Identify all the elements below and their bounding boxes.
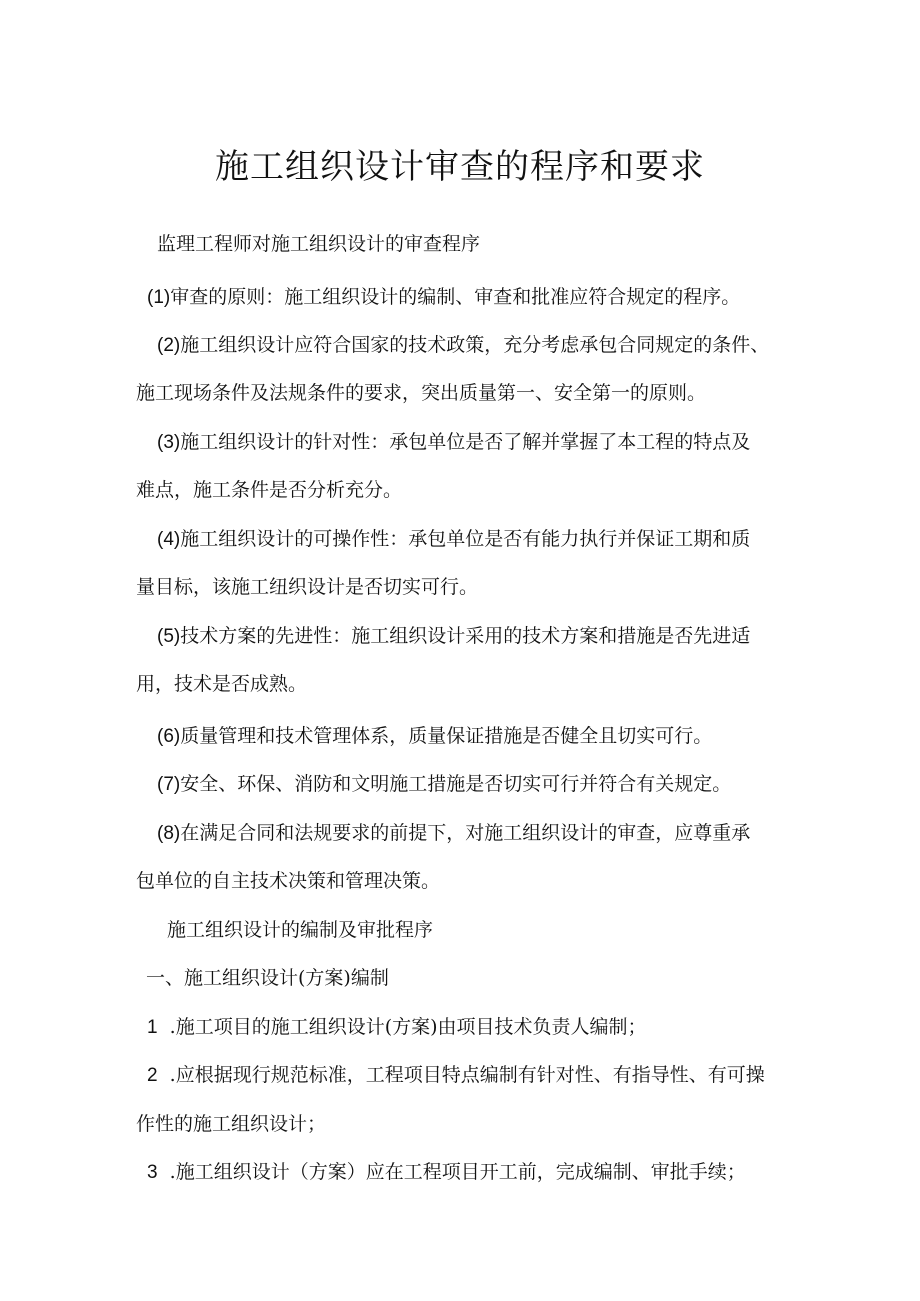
item-text-continuation: 施工现场条件及法规条件的要求，突出质量第一、安全第一的原则。 [136, 382, 707, 404]
item-number: (1) [147, 287, 171, 308]
item-number: (3) [157, 432, 181, 453]
list-item [157, 622, 750, 651]
list-item [147, 1158, 746, 1187]
list-item [157, 331, 769, 360]
item-text: 安全、环保、消防和文明施工措施是否切实可行并符合有关规定。 [180, 773, 732, 795]
list-item [157, 722, 712, 751]
list-item [147, 283, 740, 312]
item-text: 技术方案的先进性：施工组织设计采用的技术方案和措施是否先进适 [180, 625, 751, 647]
list-item [157, 428, 750, 457]
list-item [157, 819, 750, 848]
step-text-continuation: 作性的施工组织设计； [136, 1113, 327, 1135]
list-item [147, 1013, 647, 1042]
subsection-heading: 一、施工组织设计(方案)编制 [146, 967, 389, 989]
step-number: 1 [147, 1017, 158, 1038]
item-text: 施工组织设计的可操作性：承包单位是否有能力执行并保证工期和质 [180, 528, 751, 550]
item-text-continuation: 包单位的自主技术决策和管理决策。 [136, 870, 441, 892]
item-text: 在满足合同和法规要求的前提下，对施工组织设计的审查，应尊重承 [180, 822, 751, 844]
item-number: (7) [157, 774, 181, 795]
item-text: 施工组织设计应符合国家的技术政策，充分考虑承包合同规定的条件、 [180, 334, 770, 356]
item-text-continuation: 难点，施工条件是否分析充分。 [136, 479, 403, 501]
item-number: (8) [157, 823, 181, 844]
item-number: (6) [157, 726, 181, 747]
item-text-continuation: 用，技术是否成熟。 [136, 673, 308, 695]
section-heading-review-procedure: 监理工程师对施工组织设计的审查程序 [157, 233, 481, 255]
item-number: (5) [157, 626, 181, 647]
document-title: 施工组织设计审查的程序和要求 [215, 147, 705, 187]
step-text: .施工项目的施工组织设计(方案)由项目技术负责人编制； [169, 1016, 647, 1038]
section-heading-compile-approve: 施工组织设计的编制及审批程序 [167, 919, 434, 941]
step-number: 3 [147, 1162, 158, 1183]
list-item [157, 525, 750, 554]
item-text: 质量管理和技术管理体系，质量保证措施是否健全且切实可行。 [180, 725, 713, 747]
step-number: 2 [147, 1065, 158, 1086]
list-item [157, 770, 731, 799]
list-item [147, 1061, 765, 1090]
item-text: 审查的原则：施工组织设计的编制、审查和批准应符合规定的程序。 [170, 286, 741, 308]
item-number: (2) [157, 335, 181, 356]
step-text: .应根据现行规范标准，工程项目特点编制有针对性、有指导性、有可操 [169, 1064, 765, 1086]
item-text: 施工组织设计的针对性：承包单位是否了解并掌握了本工程的特点及 [180, 431, 751, 453]
step-text: .施工组织设计（方案）应在工程项目开工前，完成编制、审批手续； [169, 1161, 746, 1183]
item-text-continuation: 量目标，该施工纽织设计是否切实可行。 [136, 576, 479, 598]
item-number: (4) [157, 529, 181, 550]
